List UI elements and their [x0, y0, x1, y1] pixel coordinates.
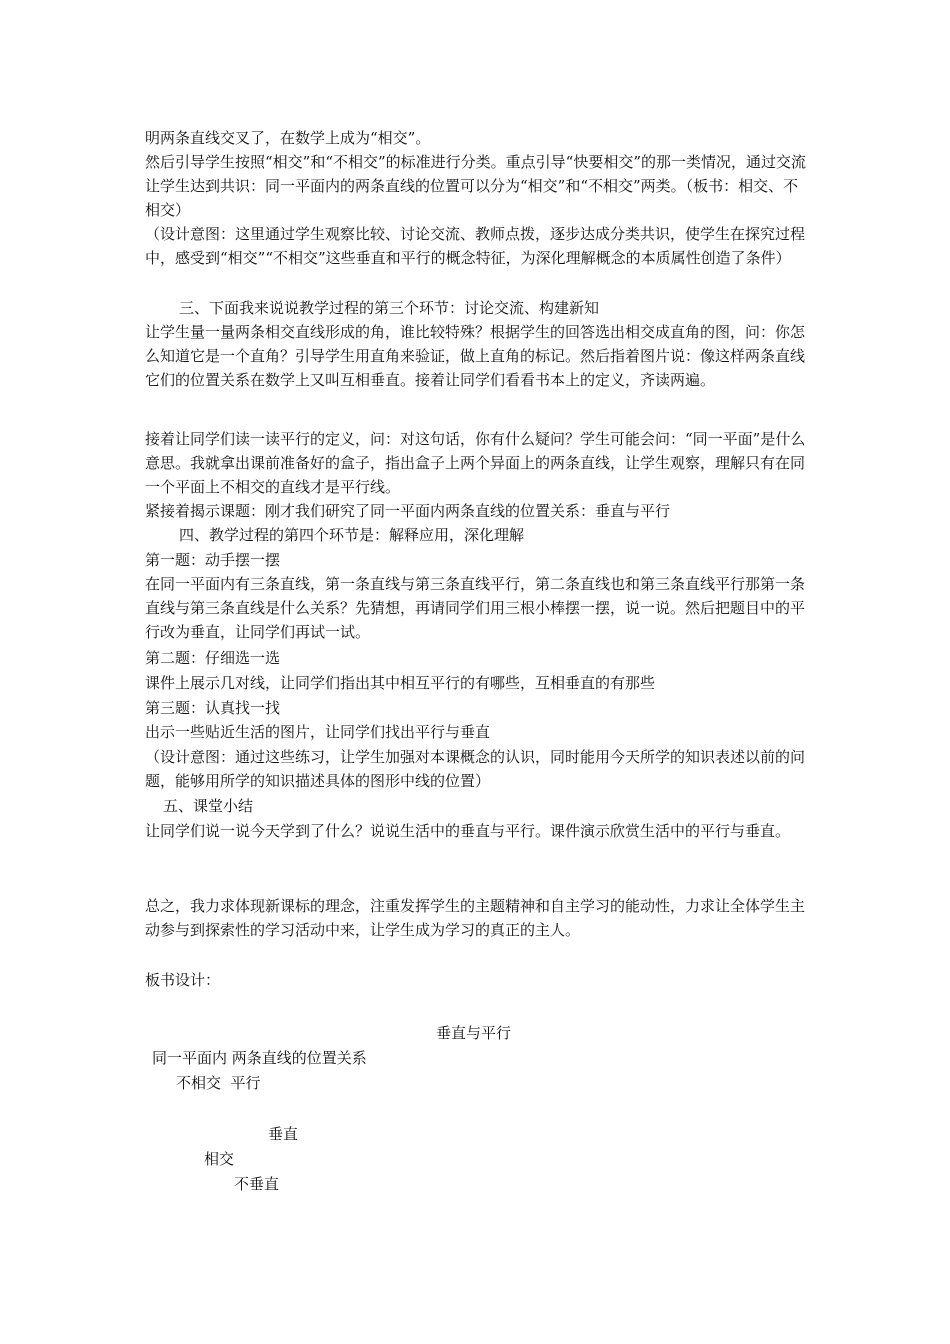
- board-intersect: 相交: [204, 1150, 235, 1168]
- paragraph-design-intent-1: （设计意图：这里通过学生观察比较、讨论交流、教师点拨，逐步达成分类共识，使学生在探究过程中，感受到“相交”“不相交”这些垂直和平行的概念特征，为深化理解概念的本质属性创造了条件）: [145, 225, 806, 267]
- question-3-title: 第三题：认真找一找: [145, 699, 281, 717]
- section-heading-4: 四、教学过程的第四个环节是：解释应用，深化理解: [179, 526, 525, 544]
- section-heading-5: 五、课堂小结: [163, 797, 254, 815]
- board-vertical: 垂直: [268, 1125, 299, 1143]
- question-1-body: 在同一平面内有三条直线，第一条直线与第三条直线平行，第二条直线也和第三条直线平行那第一条直线与第三条直线是什么关系？先猜想，再请同学们用三根小棒摆一摆，说一说。然后把题目中的平行改为垂直，让同学们再试一试。: [145, 575, 806, 641]
- board-line-not-intersect: 不相交 平行: [176, 1074, 261, 1092]
- section-heading-3: 三、下面我来说说教学过程的第三个环节：讨论交流、构建新知: [179, 299, 600, 317]
- paragraph-design-intent-2: （设计意图：通过这些练习，让学生加强对本课概念的认识，同时能用今天所学的知识表述以前的问题，能够用所学的知识描述具体的图形中线的位置）: [145, 748, 806, 790]
- board-title: 垂直与平行: [436, 1024, 512, 1042]
- board-line-position: 同一平面内 两条直线的位置关系: [152, 1049, 367, 1067]
- paragraph-parallel: 接着让同学们读一读平行的定义，问：对这句话，你有什么疑问？学生可能会问：“同一平面”是什么意思。我就拿出课前准备好的盒子，指出盒子上两个异面上的两条直线，让学生观察，理解只有在同一个平面上不相交的直线才是平行线。: [145, 430, 806, 496]
- paragraph-perpendicular: 让学生量一量两条相交直线形成的角，谁比较特殊？根据学生的回答选出相交成直角的图，问：你怎么知道它是一个直角？引导学生用直角来验证，做上直角的标记。然后指着图片说：像这样两条直线它们的位置关系在数学上又叫互相垂直。接着让同学们看看书本上的定义，齐读两遍。: [145, 323, 806, 389]
- board-not-vertical: 不垂直: [234, 1175, 280, 1193]
- question-2-title: 第二题：仔细选一选: [145, 649, 281, 667]
- board-design-label: 板书设计：: [145, 971, 221, 989]
- paragraph-conclusion: 总之，我力求体现新课标的理念，注重发挥学生的主题精神和自主学习的能动性，力求让全体学生主动参与到探索性的学习活动中来，让学生成为学习的真正的主人。: [145, 897, 806, 939]
- question-3-body: 出示一些贴近生活的图片，让同学们找出平行与垂直: [145, 723, 491, 741]
- paragraph-summary: 让同学们说一说今天学到了什么？说说生活中的垂直与平行。课件演示欣赏生活中的平行与垂直。: [145, 822, 791, 840]
- question-2-body: 课件上展示几对线，让同学们指出其中相互平行的有哪些，互相垂直的有那些: [145, 674, 656, 692]
- paragraph-topic-reveal: 紧接着揭示课题：刚才我们研究了同一平面内两条直线的位置关系：垂直与平行: [145, 502, 671, 520]
- paragraph-intro: 明两条直线交叉了，在数学上成为“相交”。: [145, 129, 431, 147]
- question-1-title: 第一题：动手摆一摆: [145, 551, 281, 569]
- paragraph-classification: 然后引导学生按照“相交”和“不相交”的标准进行分类。重点引导“快要相交”的那一类情况，通过交流让学生达到共识：同一平面内的两条直线的位置可以分为“相交”和“不相交”两类。（板书：相交、不相交）: [145, 153, 807, 219]
